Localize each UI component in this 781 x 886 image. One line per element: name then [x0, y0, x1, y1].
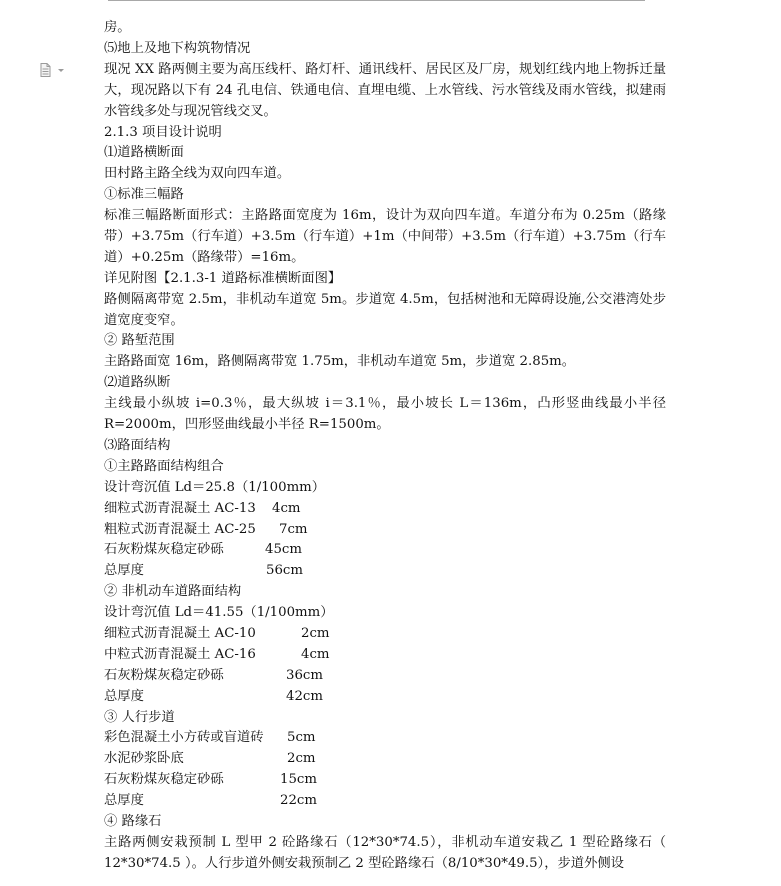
subsection-heading: ③ 人行步道: [104, 709, 175, 725]
text-line: 房。: [104, 20, 131, 35]
layer-row: [104, 540, 666, 561]
layer-row: [104, 666, 666, 687]
layer-row: [104, 770, 666, 791]
subsection-heading: ② 非机动车道路面结构: [104, 584, 242, 600]
deflection-value: 设计弯沉值 Ld＝25.8（1/100mm）: [104, 479, 326, 495]
layer-name: 石灰粉煤灰稳定砂砾: [104, 772, 224, 788]
layer-name: 总厚度: [104, 688, 144, 704]
layer-thickness: 45cm: [265, 542, 302, 558]
layer-thickness: 15cm: [280, 772, 317, 788]
layer-name: 彩色混凝土小方砖或盲道砖: [104, 730, 264, 746]
paragraph: 主路两侧安栽预制 L 型甲 2 砼路缘石（12*30*74.5），非机动车道安栽乙 1 型砼路缘石（ 12*30*74.5 ）。人行步道外侧安栽预制乙 2 型砼路缘石（8/10*30*49.5），步道外侧设: [104, 834, 666, 871]
paragraph: 主线最小纵坡 i=0.3％，最大纵坡 i＝3.1％，最小坡长 L＝136m，凸形竖曲线最小半径 R=2000m，凹形竖曲线最小半径 R=1500m。: [104, 396, 666, 433]
figure-reference: 详见附图【2.1.3-1 道路标准横断面图】: [104, 270, 342, 286]
layer-row: [104, 749, 666, 770]
layer-row: [104, 624, 666, 645]
paragraph: 现况 XX 路两侧主要为高压线杆、路灯杆、通讯线杆、居民区及厂房，规划红线内地上物拆迁量大，现况路以下有 24 孔电信、铁通电信、直埋电缆、上水管线、污水管线及雨水管线，拟建雨水管线多处与现况管线交叉。: [104, 61, 666, 119]
layer-thickness: 56cm: [266, 563, 303, 579]
layer-thickness: 4cm: [301, 646, 330, 662]
layer-name: 细粒式沥青混凝土 AC-13: [104, 500, 256, 516]
layer-name: 总厚度: [104, 793, 144, 809]
layer-name: 石灰粉煤灰稳定砂砾: [104, 667, 224, 683]
layer-name: 中粒式沥青混凝土 AC-16: [104, 646, 256, 662]
layer-row: [104, 791, 666, 812]
deflection-value: 设计弯沉值 Ld＝41.55（1/100mm）: [104, 605, 334, 621]
layer-thickness: 2cm: [287, 751, 316, 767]
subsection-heading: ⑴道路横断面: [104, 145, 184, 161]
layer-thickness: 4cm: [272, 500, 301, 516]
document-body: [104, 18, 666, 875]
layer-name: 总厚度: [104, 563, 144, 579]
subsection-heading: ⑵道路纵断: [104, 375, 171, 391]
layer-row: [104, 687, 666, 708]
subsection-heading: ⑶路面结构: [104, 437, 171, 453]
subsection-heading: ④ 路缘石: [104, 814, 162, 829]
subsection-heading: ①主路路面结构组合: [104, 458, 224, 474]
subsection-heading: ⑸地上及地下构筑物情况: [104, 40, 251, 56]
paragraph: 路侧隔离带宽 2.5m，非机动车道宽 5m。步道宽 4.5m，包括树池和无障碍设施,公交港湾处步道宽度变窄。: [104, 291, 666, 328]
paragraph: 标准三幅路断面形式：主路路面宽度为 16m，设计为双向四车道。车道分布为 0.25m（路缘带）+3.75m（行车道）+3.5m（行车道）+1m（中间带）+3.5m（行车道）+3.75m（行车道）+0.25m（路缘带）=16m。: [104, 208, 666, 265]
layer-name: 石灰粉煤灰稳定砂砾: [104, 542, 224, 558]
text-line: 主路路面宽 16m，路侧隔离带宽 1.75m，非机动车道宽 5m，步道宽 2.85m。: [104, 354, 576, 370]
layer-name: 细粒式沥青混凝土 AC-10: [104, 625, 256, 641]
page-top-border: [108, 0, 645, 1]
document-icon[interactable]: [40, 62, 66, 76]
layer-thickness: 42cm: [286, 688, 323, 704]
layer-thickness: 7cm: [279, 521, 308, 537]
layer-thickness: 22cm: [280, 793, 317, 809]
layer-row: [104, 728, 666, 749]
layer-row: [104, 645, 666, 666]
layer-thickness: 36cm: [286, 667, 323, 683]
layer-row: [104, 499, 666, 520]
section-heading: 2.1.3 项目设计说明: [104, 124, 222, 140]
layer-row: [104, 561, 666, 582]
subsection-heading: ② 路堑范围: [104, 333, 175, 349]
layer-name: 粗粒式沥青混凝土 AC-25: [104, 521, 256, 537]
layer-thickness: 5cm: [287, 730, 316, 746]
subsection-heading: ①标准三幅路: [104, 187, 184, 203]
layer-thickness: 2cm: [301, 625, 330, 641]
layer-name: 水泥砂浆卧底: [104, 751, 184, 767]
text-line: 田村路主路全线为双向四车道。: [104, 166, 291, 182]
layer-row: [104, 520, 666, 541]
